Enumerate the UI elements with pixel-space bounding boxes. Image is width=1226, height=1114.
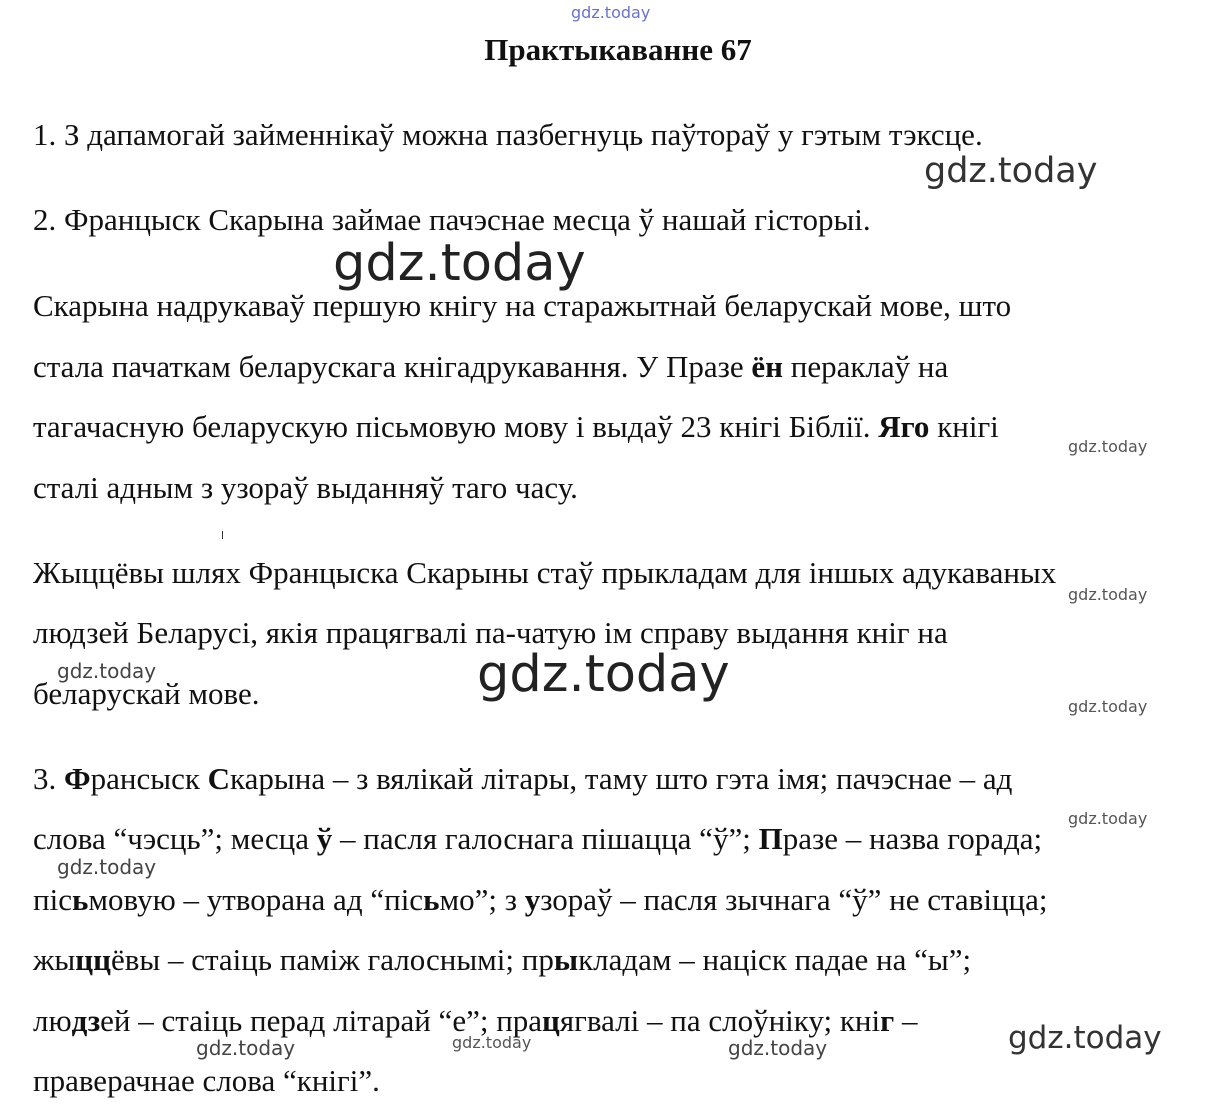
- text-line: сталі адным з узораў выданняў таго часу.: [33, 470, 578, 505]
- text-segment: мо”; з: [439, 882, 525, 917]
- text-segment: ей – стаіць перад літарай “е”; пра: [100, 1003, 543, 1038]
- watermark: gdz.today: [57, 659, 157, 683]
- watermark-top: gdz.today: [571, 3, 651, 22]
- highlighted-letter: у: [524, 882, 541, 917]
- answer-2: 2. Францыск Скарына займае пачэснае месца ў нашай гісторыі.: [33, 202, 871, 237]
- text-line: [33, 409, 999, 445]
- text-segment: кнігі: [929, 409, 999, 444]
- text-segment: карына – з вялікай літары, таму што гэта імя; пачэснае – ад: [230, 761, 1013, 796]
- highlighted-letter: ў: [316, 821, 333, 856]
- watermark: gdz.today: [196, 1036, 296, 1060]
- text-segment: слова “чэсць”; месца: [33, 821, 317, 856]
- watermark: gdz.today: [333, 234, 586, 293]
- text-segment: рансыск: [90, 761, 208, 796]
- text-line: [33, 349, 948, 385]
- highlighted-letter: г: [880, 1003, 895, 1038]
- highlighted-letter: дз: [71, 1003, 101, 1038]
- text-segment: лю: [33, 1003, 72, 1038]
- text-segment: стала пачаткам беларускага кнігадрукавання. У Празе: [33, 349, 752, 384]
- watermark: gdz.today: [1008, 1020, 1162, 1056]
- text-segment: 3.: [33, 761, 64, 796]
- text-line: беларускай мове.: [33, 676, 260, 711]
- highlighted-letter: ц: [542, 1003, 560, 1038]
- text-segment: ёвы – стаіць паміж галоснымі; пр: [110, 942, 554, 977]
- watermark: gdz.today: [1068, 585, 1148, 604]
- text-line: Скарына надрукаваў першую кнігу на старажытнай беларускай мове, што: [33, 288, 1012, 323]
- pronoun-highlight: ён: [751, 349, 783, 384]
- text-segment: пераклаў на: [783, 349, 949, 384]
- text-segment: кладам – націск падае на “ы”;: [578, 942, 972, 977]
- highlighted-letter: ы: [553, 942, 579, 977]
- pronoun-highlight: Яго: [878, 409, 930, 444]
- text-segment: мовую – утворана ад “піс: [88, 882, 424, 917]
- answer-1: 1. З дапамогай займеннікаў можна пазбегнуць паўтораў у гэтым тэксце.: [33, 117, 983, 152]
- watermark: gdz.today: [452, 1033, 532, 1052]
- answer-3-line: [33, 1003, 917, 1039]
- text-segment: ягвалі – па слоўніку; кні: [559, 1003, 881, 1038]
- answer-3-line: [33, 1063, 380, 1099]
- highlighted-letter: П: [758, 821, 783, 856]
- text-segment: – пасля галоснага пішацца “ў”;: [332, 821, 759, 856]
- text-segment: жы: [33, 942, 76, 977]
- text-segment: разе – назва горада;: [782, 821, 1043, 856]
- text-segment: –: [894, 1003, 918, 1038]
- text-segment: тагачасную беларускую пісьмовую мову і выдаў 23 кнігі Біблії.: [33, 409, 879, 444]
- highlighted-letter: Ф: [64, 761, 91, 796]
- highlighted-letter: ь: [423, 882, 440, 917]
- watermark: gdz.today: [477, 645, 730, 704]
- answer-3-line: [33, 942, 971, 978]
- watermark: gdz.today: [728, 1036, 828, 1060]
- text-line: Жыццёвы шлях Францыска Скарыны стаў прыкладам для іншых адукаваных: [33, 555, 1057, 590]
- watermark: gdz.today: [1068, 809, 1148, 828]
- text-segment: праверачнае слова “кнігі”.: [33, 1063, 380, 1098]
- watermark: gdz.today: [1068, 437, 1148, 456]
- answer-3-line: [33, 882, 1048, 918]
- watermark: gdz.today: [924, 151, 1098, 191]
- stray-mark: [222, 531, 223, 539]
- text-line: людзей Беларусі, якія працягвалі па-чатую ім справу выдання кніг на: [33, 615, 948, 650]
- answer-3-line: [33, 761, 1012, 797]
- text-segment: піс: [33, 882, 72, 917]
- highlighted-letter: С: [207, 761, 231, 796]
- highlighted-letter: цц: [75, 942, 111, 977]
- highlighted-letter: ь: [71, 882, 89, 917]
- watermark: gdz.today: [1068, 697, 1148, 716]
- watermark: gdz.today: [57, 855, 157, 879]
- text-segment: зораў – пасля зычнага “ў” не ставіцца;: [540, 882, 1048, 917]
- page-title: Практыкаванне 67: [484, 32, 752, 67]
- answer-3-line: [33, 821, 1042, 857]
